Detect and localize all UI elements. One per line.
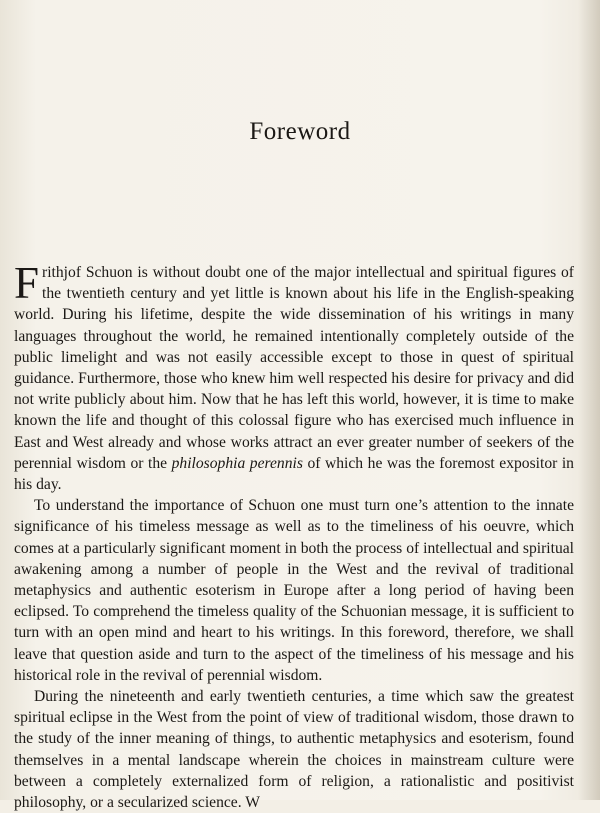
page-title: Foreword: [249, 118, 351, 145]
paragraph-1-end: of which he was the foremost expositor in his day.: [14, 454, 574, 494]
drop-cap: F: [14, 258, 40, 308]
paragraph-1-italic: philosophia perennis: [171, 454, 303, 472]
paragraph-3: During the nineteenth and early twentieth centuries, a time which saw the greatest spiritual eclipse in the West from the point of view of traditional wisdom, those drawn to the study of the inner meaning of things, to authentic metaphysics and esoterism, found themselves in a mental landscape wherein the choices in mainstream culture were between a completely externalized form of religion, a rationalistic and positivist philosophy, or a secularized science. W: [14, 688, 574, 812]
paragraph-1-text: rithjof Schuon is without doubt one of the major intellectual and spiritual figures of the twentieth century and yet little is known about his life in the English-speaking world. During his lifetime, despite the wide dissemination of his writings in many languages throughout the world, he remained intentionally completely outside of the public limelight and was not easily accessible except to those in quest of spiritual guidance. Furthermore, those who knew him well respected his desire for privacy and did not write publicly about him. Now that he has left this world, however, it is time to make known the life and thought of this colossal figure who has exercised much influence in East and West already and whose works attract an ever greater number of seekers of the perennial wisdom or the: [14, 264, 574, 472]
paragraph-2: To understand the importance of Schuon one must turn one’s attention to the innate significance of his timeless message as well as to the timeliness of his oeuvre, which comes at a particularly significant moment in both the process of intellectual and spiritual awakening among a number of people in the West and the revival of traditional metaphysics and authentic esoterism in Europe after a long period of having been eclipsed. To comprehend the timeless quality of the Schuonian message, it is sufficient to turn with an open mind and heart to his writings. In this foreword, therefore, we shall leave that question aside and turn to the aspect of the timeliness of his message and his historical role in the revival of perennial wisdom.: [14, 497, 574, 684]
body-text: [14, 258, 574, 813]
paragraph-1: [14, 258, 574, 495]
